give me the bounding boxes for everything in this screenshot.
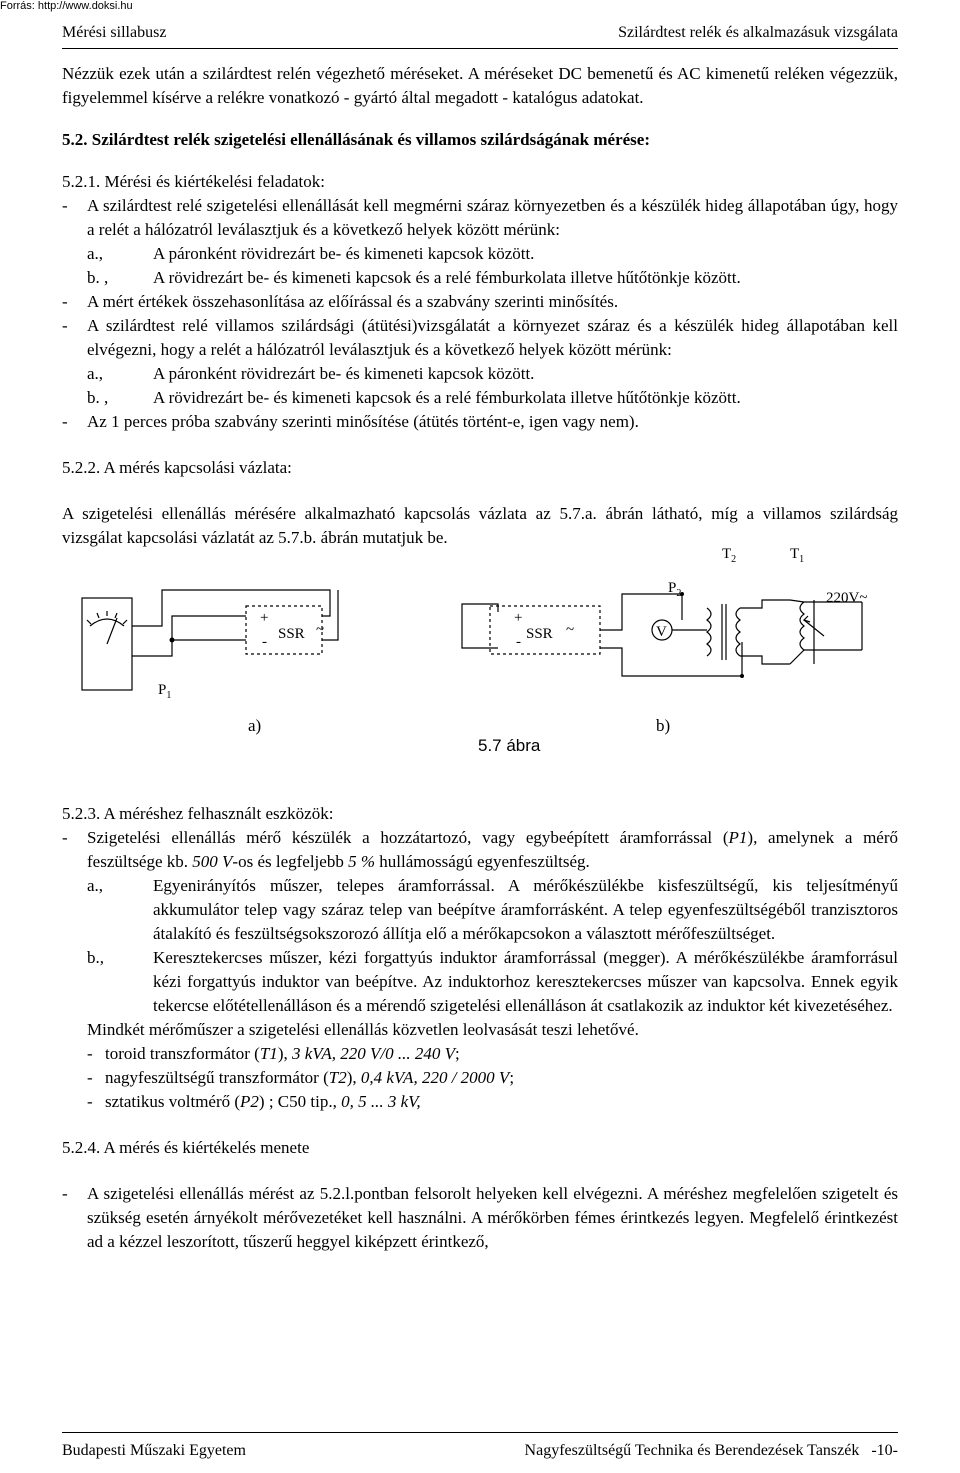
dash: - — [62, 1184, 68, 1203]
label-a: a) — [248, 716, 262, 735]
footer-right: Nagyfeszültségű Technika és Berendezések Tanszék -10- — [524, 1442, 898, 1459]
s523-t2: - nagyfeszültségű transzformátor (T2), 0,4 kVA, 220 / 2000 V; — [87, 1068, 515, 1087]
ssr-a-tilde: ~ — [316, 622, 325, 638]
page-body — [62, 62, 898, 1254]
label-p1: $P_1$ — [158, 682, 172, 701]
footer-rule — [62, 1432, 898, 1433]
s521-title: 5.2.1. Mérési és kiértékelési feladatok: — [62, 172, 325, 191]
header-left: Mérési sillabusz — [62, 24, 167, 41]
footer-left: Budapesti Műszaki Egyetem — [62, 1442, 246, 1459]
header-right: Szilárdtest relék és alkalmazásuk vizsgálata — [618, 24, 898, 41]
s523-t1: - toroid transzformátor (T1), 3 kVA, 220 V/0 ... 240 V; — [87, 1044, 460, 1063]
wire-a-plus — [132, 616, 246, 656]
wire-a-top — [132, 590, 330, 626]
dash: - — [62, 292, 68, 311]
header-rule — [62, 48, 898, 49]
ssr-a-label: SSR — [278, 626, 305, 642]
s523-voltmeter: - sztatikus voltmérő (P2) ; C50 tip., 0, 5 ... 3 kV, — [87, 1092, 421, 1111]
s524-item-1: - A szigetelési ellenállás mérést az 5.2.l.pontban felsorolt helyeken kell elvégezni. A méréshez megfelelően szigetelt és szükség esetén árnyékolt mérővezetéket kell használni. A mérőkörben fémes érintkezés legyen. Megfelelő érintkezést ad a kézzel leszorított, tűszerű heggyel kiképzett érintkező, — [62, 1182, 898, 1254]
s521-item-4: - Az 1 perces próba szabvány szerinti minősítése (átütés történt-e, igen vagy nem). — [62, 410, 898, 434]
s523-item-b: b., Keresztekercses műszer, kézi forgattyús induktor áramforrással (megger). A mérőkészülékbe áramforrásul kézi forgattyús induktor van beépítve. Az induktorhoz keresztekercses műszer van kapcsolva. Ennek egyik tekercse előtétellenálláson és a mérendő szigetelési ellenálláson át csatlakozik az induktor két kivezetéséhez. — [87, 948, 898, 1015]
s523-both: Mindkét mérőműszer a szigetelési ellenállás közvetlen leolvasását teszi lehetővé. — [87, 1020, 639, 1039]
dash: - — [62, 316, 68, 335]
s521-item-2: - A mért értékek összehasonlítása az előírással és a szabvány szerinti minősítés. — [62, 290, 898, 314]
ssr-b-plus: + — [514, 610, 523, 626]
page-footer — [62, 1442, 898, 1460]
t1-winding — [800, 602, 804, 650]
section-title: 5.2. Szilárdtest relék szigetelési ellenállásának és villamos szilárdságának mérése: — [62, 130, 651, 149]
label-t2: $T_2$ — [722, 546, 737, 565]
figure-5-7 — [62, 546, 898, 796]
s521-item-1: - A szilárdtest relé szigetelési ellenállását kell megmérni száraz környezetben és a készülék hideg állapotában úgy, hogy a relét a hálózatról leválasztjuk és a következő helyek között mérünk: — [62, 194, 898, 242]
t2-secondary — [707, 608, 711, 656]
wire-b-ground — [600, 642, 742, 676]
s523-item-a: a., Egyenirányítós műszer, telepes áramforrással. A mérőkészülékbe kisfeszültségű, kis teljesítményű akkumulátor telep vagy száraz telep van beépítve áramforrásként. A telep egyenfeszültségéből tranzisztoros átalakító és feszültségsokszorozó állítja elő a mérőkapcsokon a választott mérőfeszültséget. — [87, 876, 898, 943]
label-mains: 220V~ — [826, 590, 868, 606]
s523-title: 5.2.3. A méréshez felhasznált eszközök: — [62, 804, 334, 823]
t2-primary — [736, 608, 740, 656]
s521-item-1b: b. , A rövidrezárt be- és kimeneti kapcsok és a relé fémburkolata illetve hűtőtönkje között. — [87, 268, 741, 287]
s523-item-1: - Szigetelési ellenállás mérő készülék a hozzátartozó, vagy egybeépített áramforrással (P1), amelynek a mérő feszültsége kb. 500 V-os és legfeljebb 5 % hullámosságú egyenfeszültség. — [62, 826, 898, 874]
label-t1: $T_1$ — [790, 546, 805, 565]
s521-item-1a: a., A páronként rövidrezárt be- és kimeneti kapcsok között. — [87, 244, 535, 263]
s522-title: 5.2.2. A mérés kapcsolási vázlata: — [62, 458, 292, 477]
source-url: Forrás: http://www.doksi.hu — [0, 0, 133, 12]
page-header — [62, 24, 898, 42]
figure-caption: 5.7 ábra — [478, 736, 541, 755]
dash: - — [62, 196, 68, 215]
ssr-b-label: SSR — [526, 626, 553, 642]
ssr-b-minus: - — [516, 634, 521, 650]
ssr-a-plus: + — [260, 610, 269, 626]
s521-item-3b: b. , A rövidrezárt be- és kimeneti kapcsok és a relé fémburkolata illetve hűtőtönkje között. — [87, 388, 741, 407]
label-p2: $P_2$ — [668, 580, 682, 599]
label-b: b) — [656, 716, 671, 735]
meter-p1-scale — [90, 619, 124, 626]
dash: - — [62, 412, 68, 431]
s521-item-3a: a., A páronként rövidrezárt be- és kimeneti kapcsok között. — [87, 364, 535, 383]
intro-paragraph: Nézzük ezek után a szilárdtest relén végezhető méréseket. A méréseket DC bemenetű és AC kimenetű reléken végezzük, figyelemmel kísérve a relékre vonatkozó - gyártó által megadott - katalógus adatokat. — [62, 64, 898, 107]
circuit-diagram — [62, 556, 898, 796]
meter-p1-needle — [107, 618, 117, 644]
ssr-b-tilde: ~ — [566, 622, 575, 638]
s521-item-3: - A szilárdtest relé villamos szilárdsági (átütési)vizsgálatát a környezet száraz és a készülék hideg állapotában kell elvégezni, hogy a relét a hálózatról leválasztjuk és a következő helyek között mérünk: — [62, 314, 898, 362]
s522-text: A szigetelési ellenállás mérésére alkalmazható kapcsolás vázlata az 5.7.a. ábrán látható, míg a villamos szilárdság vizsgálat kapcsolási vázlatát az 5.7.b. ábrán mutatjuk be. — [62, 504, 898, 547]
dash: - — [62, 828, 68, 847]
wire-b-short-in — [462, 604, 498, 648]
ssr-a-minus: - — [262, 634, 267, 650]
s524-title: 5.2.4. A mérés és kiértékelés menete — [62, 1138, 310, 1157]
voltmeter-label: V — [656, 624, 667, 640]
